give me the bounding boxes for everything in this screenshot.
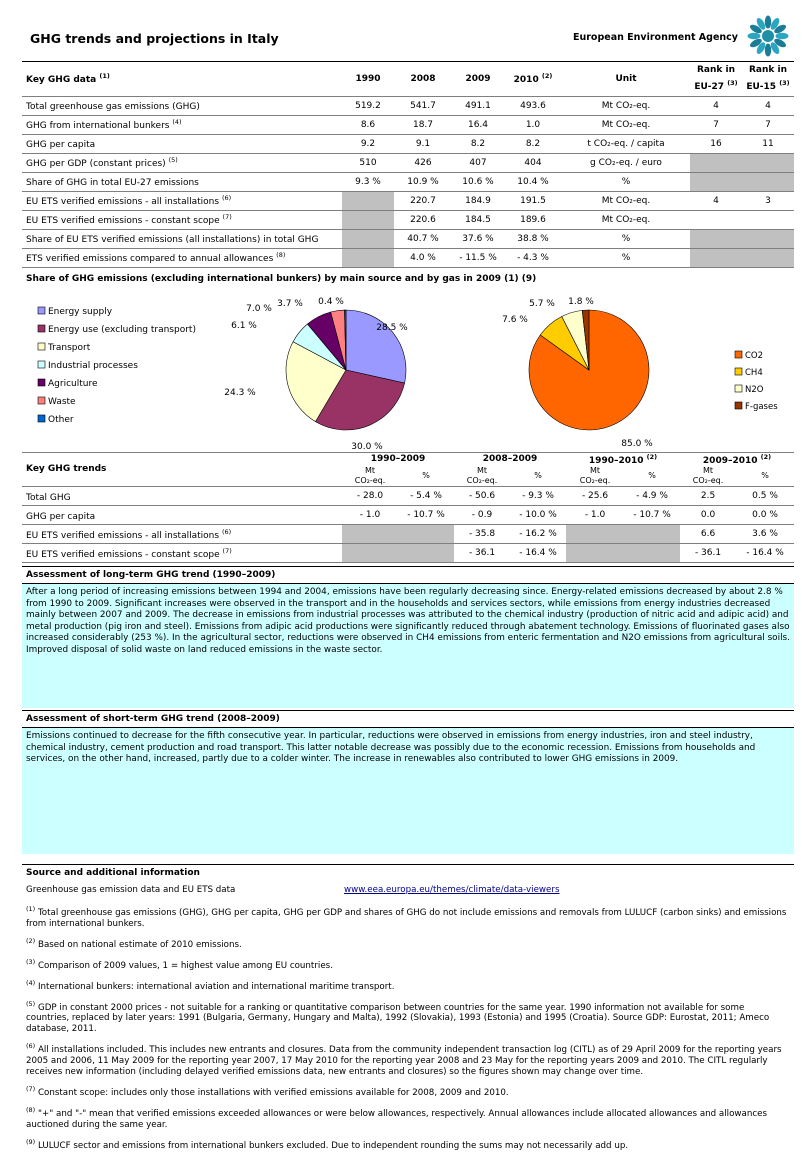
trend-cell: - 36.1 — [680, 544, 736, 563]
key-data-row — [22, 191, 794, 210]
unit-mt: Mt CO₂-eq. — [342, 466, 398, 487]
cell-r27 — [690, 248, 742, 267]
page-title: GHG trends and projections in Italy — [30, 31, 279, 46]
trend-cell: - 16.4 % — [510, 544, 566, 563]
cell-v2008: 4.0 % — [394, 248, 452, 267]
cell-v2009: 184.5 — [452, 210, 504, 229]
key-data-row — [22, 210, 794, 229]
legend-swatch — [38, 415, 45, 422]
trend-cell: - 1.0 — [566, 506, 624, 525]
cell-v2008: 10.9 % — [394, 172, 452, 191]
trend-cell — [342, 544, 398, 563]
unit-pct: % — [624, 466, 680, 487]
cell-v2009: - 11.5 % — [452, 248, 504, 267]
trend-cell — [566, 544, 624, 563]
trend-row — [22, 506, 794, 525]
slice-label: 85.0 % — [621, 438, 653, 449]
short-term-title: Assessment of short-term GHG trend (2008–2009) — [22, 710, 794, 728]
sources-title: Source and additional information — [22, 864, 794, 881]
row-label: GHG per GDP (constant prices) $^{(5)}$ — [22, 153, 342, 172]
footnote: $^{(7)}$ Constant scope: includes only those installations with verified emissions available for 2008, 2009 and 2010. — [26, 1085, 509, 1099]
long-term-section — [22, 566, 794, 708]
legend-swatch — [38, 379, 45, 386]
key-data-row — [22, 248, 794, 267]
trend-row — [22, 487, 794, 506]
trend-cell — [566, 525, 624, 544]
footnote: $^{(6)}$ All installations included. This includes new entrants and closures. Data from the community independent transaction log (CITL) as of 29 April 2009 for the reporting years 2005 and 2006, 11 May 2009 for the reporting year 2007, 17 May 2010 for the reporting year 2008 and 23 May for the reporting years 2009 and 2010. The CITL regularly receives new information (including delayed verified emissions data, new entrants and closures) so the figures shown may change over time. — [26, 1042, 782, 1078]
cell-v2008: 220.7 — [394, 191, 452, 210]
trend-cell — [624, 525, 680, 544]
cell-v1990: 9.3 % — [342, 172, 394, 191]
legend-label: N2O — [745, 384, 764, 395]
cell-v2008: 541.7 — [394, 96, 452, 115]
unit-pct: % — [398, 466, 454, 487]
footnote: $^{(4)}$ International bunkers: international aviation and international maritime transport. — [26, 978, 395, 992]
unit-mt: Mt CO₂-eq. — [566, 466, 624, 487]
cell-v2010: 8.2 — [504, 134, 562, 153]
trends-period-row — [22, 452, 794, 466]
trend-row — [22, 544, 794, 563]
trend-cell — [398, 525, 454, 544]
cell-v2010: 10.4 % — [504, 172, 562, 191]
unit-mt: Mt CO₂-eq. — [454, 466, 510, 487]
legend-label: Other — [48, 414, 74, 425]
col-1990: 1990 — [342, 62, 394, 96]
share-chart-title: Share of GHG emissions (excluding international bunkers) by main source and by gas in 2009 (1) (9) — [26, 273, 537, 284]
col-2010: 2010 $^{(2)}$ — [504, 62, 562, 96]
legend-swatch — [735, 351, 742, 358]
cell-unit: Mt CO₂-eq. — [562, 210, 690, 229]
key-data-row — [22, 172, 794, 191]
period-2008-2009: 2008–2009 — [482, 454, 538, 465]
key-data-row — [22, 229, 794, 248]
trend-cell: - 10.7 % — [398, 506, 454, 525]
cell-v2009: 184.9 — [452, 191, 504, 210]
trend-cell: 0.0 % — [736, 506, 794, 525]
trend-cell: 0.0 — [680, 506, 736, 525]
cell-v2010: 493.6 — [504, 96, 562, 115]
col-rank-eu27: Rank in EU-27 $^{(3)}$ — [690, 62, 742, 96]
cell-r15: 7 — [742, 115, 794, 134]
cell-v1990 — [342, 191, 394, 210]
cell-unit: Mt CO₂-eq. — [562, 191, 690, 210]
slice-label: 30.0 % — [351, 441, 383, 452]
trend-cell — [624, 544, 680, 563]
trend-row — [22, 525, 794, 544]
sources-section — [22, 885, 794, 1152]
legend-swatch — [735, 368, 742, 375]
cell-v2010: 404 — [504, 153, 562, 172]
cell-r15 — [742, 248, 794, 267]
cell-v2009: 37.6 % — [452, 229, 504, 248]
cell-r27 — [690, 153, 742, 172]
row-label: Share of EU ETS verified emissions (all installations) in total GHG — [22, 229, 342, 248]
slice-label: 3.7 % — [277, 298, 303, 309]
trend-cell: 6.6 — [680, 525, 736, 544]
col-rank-eu15: Rank in EU-15 $^{(3)}$ — [742, 62, 794, 96]
row-label: GHG from international bunkers $^{(4)}$ — [22, 115, 342, 134]
slice-label: 5.7 % — [529, 298, 555, 309]
legend-swatch — [735, 402, 742, 409]
row-label: EU ETS verified emissions - all installations $^{(6)}$ — [22, 191, 342, 210]
legend-label: Transport — [48, 342, 91, 353]
slice-label: 24.3 % — [224, 387, 256, 398]
share-charts — [22, 284, 794, 452]
cell-v2008: 9.1 — [394, 134, 452, 153]
legend-swatch — [735, 385, 742, 392]
footnote: $^{(9)}$ LULUCF sector and emissions from international bunkers excluded. Due to independent rounding the sums may not necessarily add up. — [26, 1138, 629, 1152]
logo-petal — [765, 16, 771, 29]
footnote: $^{(5)}$ GDP in constant 2000 prices - not suitable for a ranking or quantitative comparison between countries for the same year. 1990 information not available for some countries, replaced by later years: 1991 (Bulgaria, Germany, Hungary and Malta), 1992 (Slovakia), 1993 (Estonia) and 1995 (Croatia). Source GDP: Eurostat, 2011; Ameco database, 2011. — [26, 999, 770, 1035]
trend-cell — [398, 544, 454, 563]
footnote: $^{(3)}$ Comparison of 2009 values, 1 = highest value among EU countries. — [26, 957, 333, 971]
cell-r15 — [742, 229, 794, 248]
cell-r27 — [690, 210, 742, 229]
cell-r27 — [690, 172, 742, 191]
period-1990-2010: 1990–2010 $^{(2)}$ — [588, 452, 658, 466]
agency-name: European Environment Agency — [572, 32, 738, 43]
cell-r15 — [742, 153, 794, 172]
trend-cell — [342, 525, 398, 544]
cell-v2009: 16.4 — [452, 115, 504, 134]
footnote: $^{(2)}$ Based on national estimate of 2010 emissions. — [26, 936, 242, 950]
data-source-label: Greenhouse gas emission data and EU ETS data — [26, 885, 236, 895]
trend-cell: - 35.8 — [454, 525, 510, 544]
key-data-title: Key GHG data $^{(1)}$ — [22, 62, 342, 96]
eea-logo-icon — [746, 14, 790, 58]
long-term-title: Assessment of long-term GHG trend (1990–2009) — [22, 566, 794, 584]
unit-mt: Mt CO₂-eq. — [680, 466, 736, 487]
col-unit: Unit — [562, 62, 690, 96]
cell-r27: 16 — [690, 134, 742, 153]
cell-v2010: - 4.3 % — [504, 248, 562, 267]
key-data-row — [22, 96, 794, 115]
trend-cell: - 4.9 % — [624, 487, 680, 506]
col-2009: 2009 — [452, 62, 504, 96]
legend-label: Industrial processes — [48, 360, 138, 371]
cell-v2010: 1.0 — [504, 115, 562, 134]
cell-r27 — [690, 229, 742, 248]
cell-v1990 — [342, 229, 394, 248]
slice-label: 6.1 % — [231, 320, 257, 331]
footnote: $^{(8)}$ "+" and "-" mean that verified emissions exceeded allowances or were below allowances, respectively. Annual allowances include allocated allowances and allowances auctioned during the same year. — [26, 1106, 767, 1131]
unit-pct: % — [510, 466, 566, 487]
row-label: ETS verified emissions compared to annual allowances $^{(8)}$ — [22, 248, 342, 267]
row-label: GHG per capita — [22, 134, 342, 153]
trend-cell: - 25.6 — [566, 487, 624, 506]
cell-v1990: 9.2 — [342, 134, 394, 153]
cell-unit: % — [562, 229, 690, 248]
trend-cell: 0.5 % — [736, 487, 794, 506]
legend-swatch — [38, 397, 45, 404]
cell-unit: % — [562, 248, 690, 267]
cell-v2010: 38.8 % — [504, 229, 562, 248]
data-source-line — [26, 885, 790, 896]
cell-r27: 7 — [690, 115, 742, 134]
col-2008: 2008 — [394, 62, 452, 96]
cell-r15: 4 — [742, 96, 794, 115]
cell-unit: Mt CO₂-eq. — [562, 96, 690, 115]
row-label: EU ETS verified emissions - all installations $^{(6)}$ — [22, 525, 342, 544]
trend-cell: - 10.7 % — [624, 506, 680, 525]
cell-unit: g CO₂-eq. / euro — [562, 153, 690, 172]
key-trends-title: Key GHG trends — [22, 452, 342, 487]
short-term-section — [22, 710, 794, 854]
row-label: Share of GHG in total EU-27 emissions — [22, 172, 342, 191]
cell-v2009: 10.6 % — [452, 172, 504, 191]
logo-petal — [776, 33, 789, 39]
cell-v2010: 191.5 — [504, 191, 562, 210]
key-data-row — [22, 115, 794, 134]
cell-unit: Mt CO₂-eq. — [562, 115, 690, 134]
cell-v2008: 40.7 % — [394, 229, 452, 248]
row-label: EU ETS verified emissions - constant scope $^{(7)}$ — [22, 210, 342, 229]
key-ghg-data-table — [22, 62, 794, 268]
cell-unit: t CO₂-eq. / capita — [562, 134, 690, 153]
cell-unit: % — [562, 172, 690, 191]
legend-swatch — [38, 325, 45, 332]
trend-cell: - 5.4 % — [398, 487, 454, 506]
slice-label: 28.5 % — [376, 322, 408, 333]
trend-cell: - 16.2 % — [510, 525, 566, 544]
cell-v2010: 189.6 — [504, 210, 562, 229]
trend-cell: - 50.6 — [454, 487, 510, 506]
logo-petal — [765, 44, 771, 57]
trend-cell: - 28.0 — [342, 487, 398, 506]
period-1990-2009: 1990–2009 — [370, 454, 426, 465]
legend-label: CH4 — [745, 367, 763, 378]
unit-pct: % — [736, 466, 794, 487]
cell-v2008: 220.6 — [394, 210, 452, 229]
cell-v2009: 407 — [452, 153, 504, 172]
data-source-link[interactable]: www.eea.europa.eu/themes/climate/data-viewers — [344, 885, 560, 895]
trend-cell: - 1.0 — [342, 506, 398, 525]
cell-r15 — [742, 172, 794, 191]
period-2009-2010: 2009–2010 $^{(2)}$ — [702, 452, 772, 466]
slice-label: 7.0 % — [246, 303, 272, 314]
cell-r27: 4 — [690, 191, 742, 210]
row-label: GHG per capita — [22, 506, 342, 525]
key-data-row — [22, 153, 794, 172]
cell-v1990 — [342, 248, 394, 267]
legend-label: Waste — [48, 396, 76, 407]
slice-label: 0.4 % — [318, 296, 344, 307]
row-label: Total greenhouse gas emissions (GHG) — [22, 96, 342, 115]
footnote: $^{(1)}$ Total greenhouse gas emissions (GHG), GHG per capita, GHG per GDP and shares of GHG do not include emissions and removals from LULUCF (carbon sinks) and emissions from international bunkers. — [26, 905, 787, 929]
cell-v2009: 491.1 — [452, 96, 504, 115]
cell-v2008: 426 — [394, 153, 452, 172]
factsheet-page — [22, 14, 794, 1158]
legend-label: Energy use (excluding transport) — [48, 324, 196, 335]
cell-r15 — [742, 210, 794, 229]
slice-label: 1.8 % — [568, 296, 594, 307]
row-label: EU ETS verified emissions - constant scope $^{(7)}$ — [22, 544, 342, 563]
footnotes — [26, 904, 790, 1152]
legend-label: CO2 — [745, 350, 764, 361]
trend-cell: - 16.4 % — [736, 544, 794, 563]
legend-label: Agriculture — [48, 378, 98, 389]
row-label: Total GHG — [22, 487, 342, 506]
trend-cell: 3.6 % — [736, 525, 794, 544]
cell-r15: 11 — [742, 134, 794, 153]
cell-v1990: 8.6 — [342, 115, 394, 134]
slice-label: 7.6 % — [502, 314, 528, 325]
legend-label: F-gases — [745, 401, 778, 412]
trend-cell: 2.5 — [680, 487, 736, 506]
cell-r27: 4 — [690, 96, 742, 115]
short-term-text: Emissions continued to decrease for the fifth consecutive year. In particular, reductions were observed in emissions from energy industries, iron and steel industry, chemical industry, cement production and road transport. This latter notable decrease was possibly due to the economic recession. Emissions from households and services, on the other hand, increased, partly due to a colder winter. The increase in renewables also contributed to lower GHG emissions in 2009. — [22, 728, 794, 854]
legend-swatch — [38, 307, 45, 314]
page-header — [22, 14, 794, 62]
legend-label: Energy supply — [48, 306, 113, 317]
legend-swatch — [38, 361, 45, 368]
trend-cell: - 0.9 — [454, 506, 510, 525]
key-data-row — [22, 134, 794, 153]
logo-petal — [748, 33, 761, 39]
trend-cell: - 9.3 % — [510, 487, 566, 506]
key-ghg-trends-table — [22, 452, 794, 564]
trend-cell: - 10.0 % — [510, 506, 566, 525]
cell-v2008: 18.7 — [394, 115, 452, 134]
trend-cell: - 36.1 — [454, 544, 510, 563]
long-term-text: After a long period of increasing emissions between 1994 and 2004, emissions have been regularly decreasing since. Energy-related emissions decreased by about 2.8 % from 1990 to 2009. Significant increases were observed in the transport and in the households and services sectors, while emissions from energy industries decreased mainly between 2007 and 2009. The decrease in emissions from industrial processes was attributed to the chemical industry (production of nitric acid and adipic acid) and metal production (pig iron and steel). Emissions from adipic acid productions were significantly reduced through abatement technology. Emissions of fluorinated gases also increased considerably (253 %). In the agricultural sector, reductions were observed in CH4 emissions from enteric fermentation and N2O emissions from agricultural soils. Improved disposal of solid waste on land reduced emissions in the waste sector. — [22, 584, 794, 708]
cell-v2009: 8.2 — [452, 134, 504, 153]
cell-r15: 3 — [742, 191, 794, 210]
key-data-header-row — [22, 62, 794, 96]
cell-v1990: 519.2 — [342, 96, 394, 115]
legend-swatch — [38, 343, 45, 350]
pie-charts-svg — [22, 284, 794, 452]
cell-v1990 — [342, 210, 394, 229]
cell-v1990: 510 — [342, 153, 394, 172]
